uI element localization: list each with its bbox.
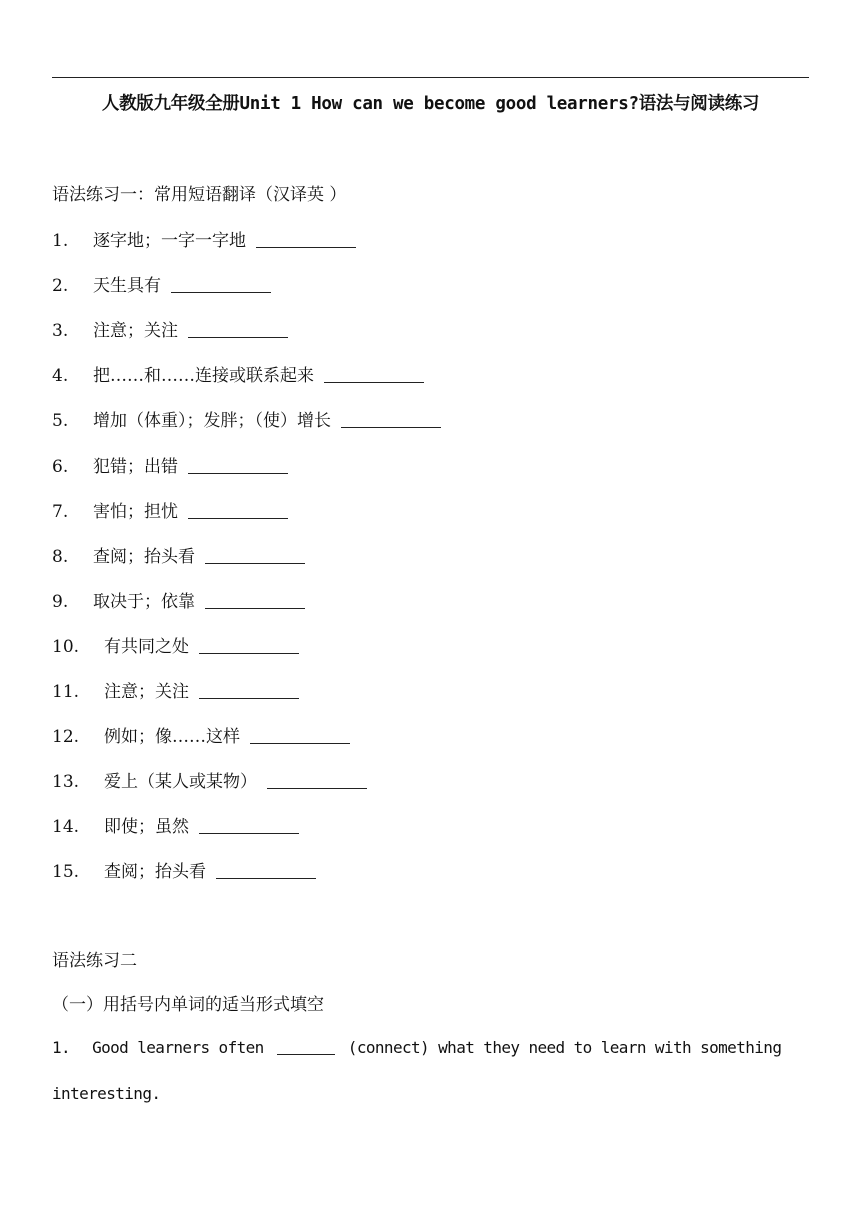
- item-text: 即使；虽然: [104, 817, 189, 838]
- answer-blank[interactable]: [324, 381, 424, 383]
- item-number: 6.: [52, 456, 69, 477]
- item-number: 12.: [52, 727, 80, 748]
- question-1-continued: interesting.: [52, 1084, 161, 1103]
- phrase-item: [52, 497, 288, 522]
- item-number: 10.: [52, 636, 80, 657]
- answer-blank[interactable]: [205, 562, 305, 564]
- item-text: 增加（体重）；发胖；（使）增长: [93, 411, 331, 432]
- phrase-item: [52, 361, 424, 386]
- item-text: 逐字地；一字一字地: [93, 231, 246, 251]
- item-number: 8.: [52, 546, 69, 567]
- item-number: 14.: [52, 817, 80, 838]
- page-title: 人教版九年级全册Unit 1 How can we become good learners?语法与阅读练习: [101, 94, 760, 114]
- phrase-item: [52, 452, 288, 477]
- item-text: 把……和……连接或联系起来: [93, 366, 314, 387]
- phrase-item: [52, 587, 305, 612]
- section2-heading: 语法练习二: [52, 951, 137, 971]
- item-text: 天生具有: [93, 276, 161, 297]
- answer-blank[interactable]: [199, 652, 299, 654]
- item-text: 犯错；出错: [93, 456, 178, 477]
- item-text: 注意；关注: [104, 682, 189, 702]
- phrase-item: [52, 316, 288, 341]
- item-number: 5.: [52, 411, 69, 432]
- answer-blank[interactable]: [250, 742, 350, 744]
- question-text-before: Good learners often: [92, 1038, 264, 1057]
- question-number: 1.: [52, 1038, 71, 1057]
- item-text: 爱上（某人或某物）: [104, 772, 257, 793]
- phrase-item: [52, 226, 356, 251]
- item-number: 11.: [52, 682, 80, 702]
- item-text: 有共同之处: [104, 636, 189, 657]
- answer-blank[interactable]: [199, 832, 299, 834]
- item-text: 害怕；担忧: [93, 501, 178, 522]
- phrase-item: [52, 722, 350, 747]
- answer-blank[interactable]: [205, 607, 305, 609]
- answer-blank[interactable]: [267, 787, 367, 789]
- answer-blank[interactable]: [171, 291, 271, 293]
- phrase-item: [52, 542, 305, 567]
- answer-blank[interactable]: [277, 1053, 335, 1055]
- phrase-item: [52, 677, 299, 702]
- phrase-item: [52, 812, 299, 837]
- answer-blank[interactable]: [216, 877, 316, 879]
- answer-blank[interactable]: [188, 517, 288, 519]
- section2-subheading: （一）用括号内单词的适当形式填空: [52, 995, 324, 1015]
- phrase-item: [52, 632, 299, 657]
- item-number: 1.: [52, 231, 69, 251]
- item-text: 查阅；抬头看: [93, 546, 195, 567]
- answer-blank[interactable]: [188, 336, 288, 338]
- question-1: [52, 1038, 809, 1057]
- phrase-item: [52, 271, 271, 296]
- item-text: 例如；像……这样: [104, 727, 240, 748]
- item-number: 9.: [52, 591, 69, 612]
- phrase-item: [52, 767, 367, 792]
- answer-blank[interactable]: [341, 426, 441, 428]
- item-text: 取决于；依靠: [93, 591, 195, 612]
- item-number: 15.: [52, 862, 80, 883]
- item-number: 4.: [52, 366, 69, 387]
- item-number: 2.: [52, 276, 69, 297]
- phrase-item: [52, 857, 316, 882]
- item-number: 7.: [52, 501, 69, 522]
- item-number: 3.: [52, 321, 69, 342]
- answer-blank[interactable]: [199, 697, 299, 699]
- item-text: 注意；关注: [93, 321, 178, 342]
- answer-blank[interactable]: [188, 472, 288, 474]
- phrase-item: [52, 406, 441, 431]
- answer-blank[interactable]: [256, 246, 356, 248]
- item-number: 13.: [52, 772, 80, 793]
- question-text-after: (connect) what they need to learn with something: [347, 1038, 782, 1057]
- item-text: 查阅；抬头看: [104, 862, 206, 883]
- top-rule: [52, 77, 809, 78]
- section1-heading: 语法练习一：常用短语翻译（汉译英 ）: [52, 185, 347, 205]
